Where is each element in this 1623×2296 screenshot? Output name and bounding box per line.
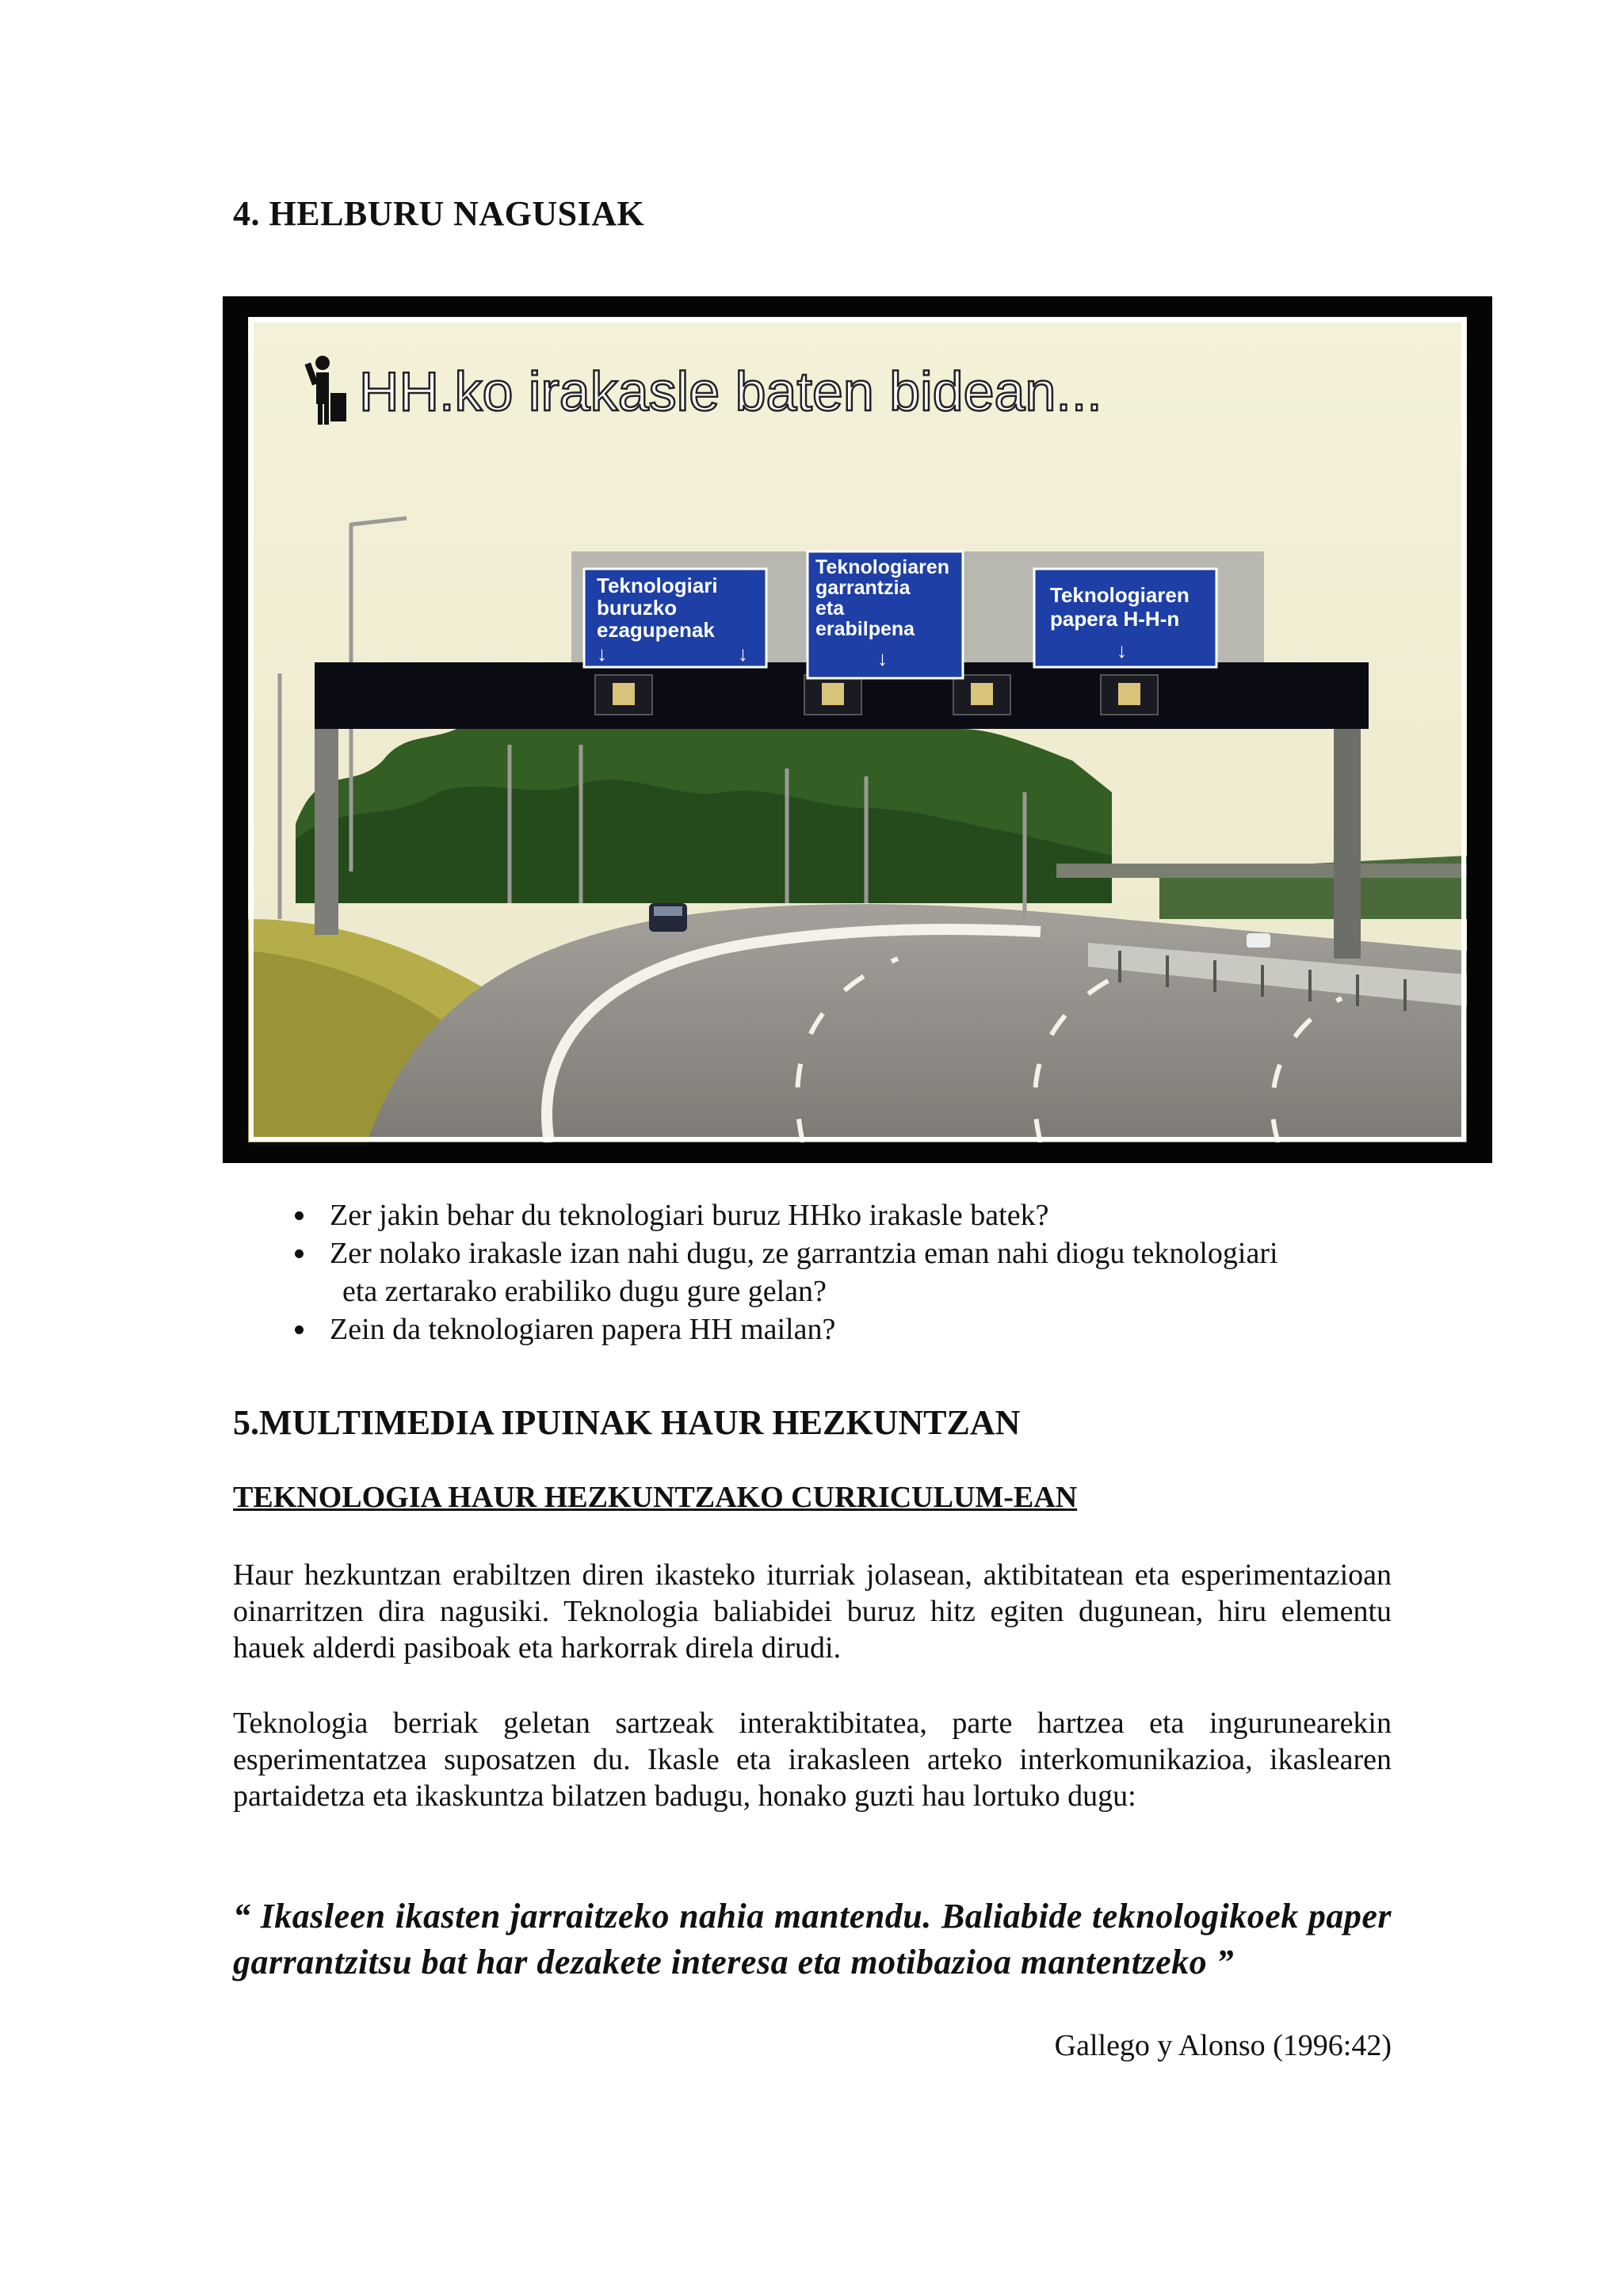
section-4-heading: 4. HELBURU NAGUSIAK	[233, 194, 645, 233]
list-item-continuation: eta zertarako erabiliko dugu gure gelan?	[342, 1275, 827, 1308]
svg-text:ezagupenak: ezagupenak	[597, 618, 715, 642]
questions-list	[288, 1196, 1414, 1348]
gantry-left-post	[315, 697, 338, 935]
list-item-text: Zer nolako irakasle izan nahi dugu, ze garrantzia eman nahi diogu teknologiari	[330, 1237, 1278, 1270]
quote-citation: Gallego y Alonso (1996:42)	[1054, 2029, 1392, 2062]
svg-text:eta: eta	[815, 597, 845, 620]
down-arrow-icon: ↓	[738, 642, 748, 666]
down-arrow-icon: ↓	[1117, 639, 1127, 662]
gantry-right-post	[1334, 689, 1361, 959]
list-item: Zer jakin behar du teknologiari buruz HHko irakasle batek?	[288, 1196, 1414, 1234]
sign-knowledge	[584, 569, 766, 667]
list-item	[288, 1234, 1414, 1310]
svg-text:erabilpena: erabilpena	[815, 618, 915, 640]
svg-text:Teknologiari: Teknologiari	[597, 574, 718, 597]
highway-sign-photo	[223, 296, 1492, 1163]
image-title-text: HH.ko irakasle baten bidean...	[359, 360, 1102, 422]
section-5-subheading: TEKNOLOGIA HAUR HEZKUNTZAKO CURRICULUM-EAN	[233, 1481, 1078, 1514]
down-arrow-icon: ↓	[877, 646, 888, 670]
sign-importance	[808, 551, 963, 678]
svg-text:Teknologiaren: Teknologiaren	[1050, 583, 1190, 607]
sign-role	[1034, 569, 1216, 667]
svg-text:garrantzia: garrantzia	[815, 577, 911, 599]
highway-illustration	[248, 317, 1467, 1142]
svg-text:buruzko: buruzko	[597, 596, 678, 620]
paragraph-1: Haur hezkuntzan erabiltzen diren ikasteko iturriak jolasean, aktibitatean eta esperimentazioan oinarritzen dira nagusiki. Teknologia baliabidei buruz hitz egiten dugunean, hiru elementu hauek alderdi pasiboak eta harkorrak direla dirudi.	[233, 1558, 1392, 1665]
svg-text:Teknologiaren: Teknologiaren	[815, 556, 950, 578]
section-5-heading: 5.MULTIMEDIA IPUINAK HAUR HEZKUNTZAN	[233, 1403, 1021, 1442]
quote: “ Ikasleen ikasten jarraitzeko nahia mantendu. Baliabide teknologikoek paper garrantzitsu bat har dezakete interesa eta motibazioa mantentzeko ”	[233, 1897, 1392, 1981]
overpass	[1056, 864, 1467, 878]
down-arrow-icon: ↓	[597, 642, 607, 666]
svg-text:papera H-H-n: papera H-H-n	[1050, 607, 1180, 631]
list-item: Zein da teknologiaren papera HH mailan?	[288, 1310, 1414, 1348]
paragraph-2: Teknologia berriak geletan sartzeak interaktibitatea, parte hartzea eta ingurunearekin esperimentatzea suposatzen du. Ikasle eta irakasleen arteko interkomunikazioa, ikaslearen partaidetza eta ikaskuntza bilatzen badugu, honako guzti hau lortuko dugu:	[233, 1707, 1392, 1813]
car	[649, 903, 687, 932]
